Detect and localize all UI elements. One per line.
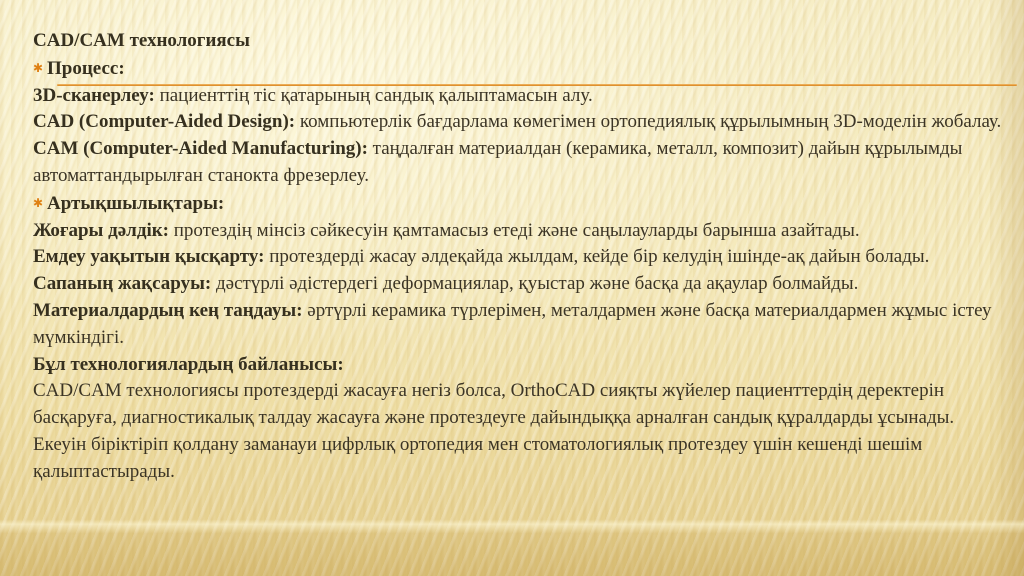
paragraph-treatment-time: [33, 244, 1011, 271]
bullet-item-process: [33, 55, 1011, 83]
paragraph-connection-body: [33, 378, 1011, 485]
paragraph-3d-scan-lead: 3D-сканерлеу:: [33, 84, 155, 106]
paragraph-connection-heading: [33, 352, 1011, 379]
paragraph-cam-lead: CAM (Computer-Aided Manufacturing):: [33, 138, 368, 160]
paragraph-cam-text: таңдалған материалдан (керамика, металл, композит) дайын құрылымды автоматтандырылған станокта фрезерлеу.: [33, 138, 963, 186]
paragraph-quality-lead: Сапаның жақсаруы:: [33, 273, 212, 295]
paragraph-3d-scan-text: пациенттің тіс қатарының сандық қалыптамасын алу.: [154, 84, 593, 106]
slide-title-text: CAD/CAM технологиясы: [33, 30, 250, 51]
slide-text-block: [33, 28, 1011, 486]
section-heading-advantages: Артықшылықтары:: [47, 192, 225, 214]
section-heading-process: Процесс:: [47, 57, 125, 79]
star-bullet-icon: ✱: [33, 195, 44, 210]
paragraph-quality: [33, 271, 1011, 298]
paragraph-materials-lead: Материалдардың кең таңдауы:: [33, 299, 303, 321]
paragraph-accuracy-lead: Жоғары дәлдік:: [33, 219, 170, 241]
paragraph-connection-body-text: CAD/CAM технологиясы протездерді жасауға негіз болса, OrthoCAD сияқты жүйелер пациенттердің деректерін басқаруға, диагностикалық талдау жасауға және протездеуге дайындыққа арналған сандық құралдарды ұсынады. Екеуін біріктіріп қолдану заманауи цифрлық ортопедия мен стоматологиялық протездеу үшін кешенді шешім қалыптастырады.: [33, 380, 955, 482]
slide-title: [33, 28, 1011, 55]
star-bullet-icon: ✱: [33, 60, 44, 75]
paragraph-accuracy-text: протездің мінсіз сәйкесуін қамтамасыз етеді және саңылауларды барынша азайтады.: [169, 219, 860, 241]
paragraph-cad-lead: CAD (Computer-Aided Design):: [33, 111, 296, 133]
paragraph-connection-heading-text: Бұл технологиялардың байланысы:: [33, 353, 344, 375]
paragraph-cad-text: компьютерлік бағдарлама көмегімен ортопедиялық құрылымның 3D-моделін жобалау.: [295, 111, 1002, 133]
paragraph-cam: [33, 136, 1011, 190]
bullet-item-advantages: [33, 190, 1011, 218]
paragraph-accuracy: [33, 218, 1011, 245]
paragraph-materials-text: әртүрлі керамика түрлерімен, металдармен және басқа материалдармен жұмыс істеу мүмкіндігі.: [33, 299, 992, 348]
paragraph-treatment-time-text: протездерді жасау әлдеқайда жылдам, кейде бір келудің ішінде-ақ дайын болады.: [264, 246, 930, 268]
paragraph-quality-text: дәстүрлі әдістердегі деформациялар, қуыстар және басқа да ақаулар болмайды.: [211, 273, 859, 295]
paragraph-treatment-time-lead: Емдеу уақытын қысқарту:: [33, 246, 265, 268]
paragraph-cad: [33, 109, 1011, 136]
paragraph-materials: [33, 298, 1011, 352]
paragraph-3d-scan: [33, 83, 1011, 110]
